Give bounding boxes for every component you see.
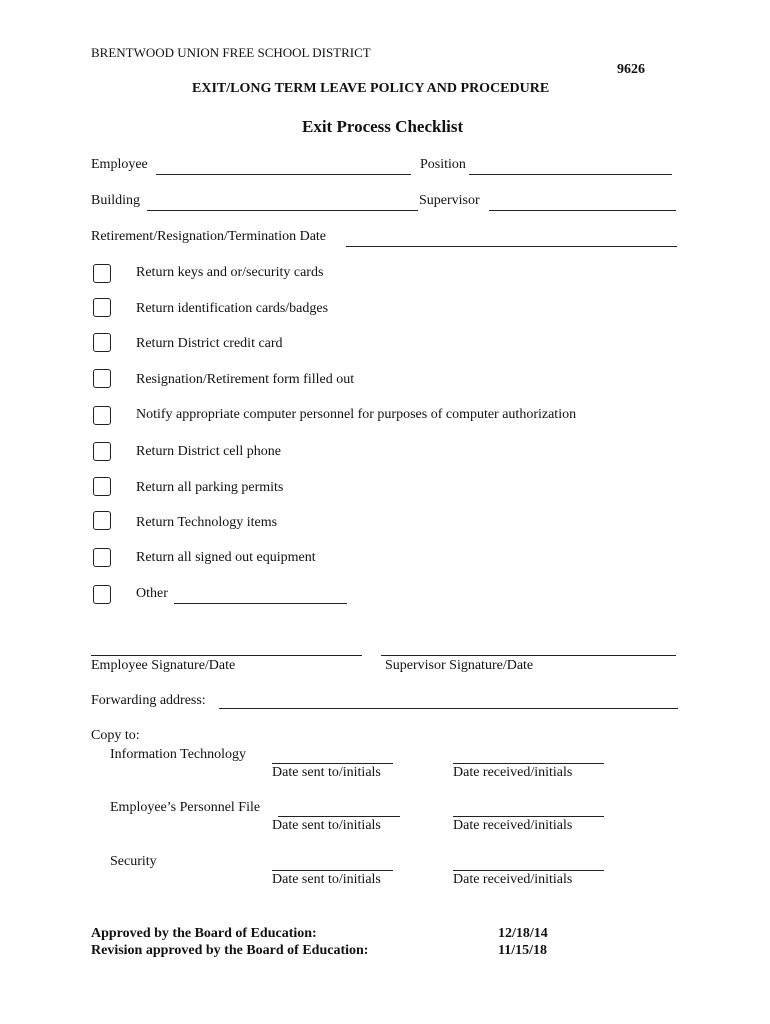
copy-row-received-label-security: Date received/initials <box>453 872 573 887</box>
employee-signature-line[interactable] <box>91 655 362 656</box>
forwarding-address-field[interactable] <box>219 708 678 709</box>
district-name: BRENTWOOD UNION FREE SCHOOL DISTRICT <box>91 45 371 60</box>
copy-row-received-label-it: Date received/initials <box>453 765 573 780</box>
employee-field[interactable] <box>156 174 411 175</box>
checkbox-resignation-form[interactable] <box>93 369 111 388</box>
checkbox-credit-card[interactable] <box>93 333 111 352</box>
building-label: Building <box>91 193 141 208</box>
copy-row-name-it: Information Technology <box>110 747 247 762</box>
other-field[interactable] <box>174 603 347 604</box>
supervisor-signature-label: Supervisor Signature/Date <box>385 658 534 673</box>
copy-row-sent-line-personnel[interactable] <box>278 816 400 817</box>
copy-row-received-line-it[interactable] <box>453 763 604 764</box>
checkbox-id-cards[interactable] <box>93 298 111 317</box>
checklist-item-parking-permits: Return all parking permits <box>136 480 284 495</box>
supervisor-field[interactable] <box>489 210 676 211</box>
checkbox-computer-auth[interactable] <box>93 406 111 425</box>
checklist-item-resignation-form: Resignation/Retirement form filled out <box>136 372 355 387</box>
approved-date: 12/18/14 <box>498 926 548 941</box>
copy-row-received-label-personnel: Date received/initials <box>453 818 573 833</box>
policy-number: 9626 <box>617 62 645 77</box>
checklist-item-other: Other <box>136 586 168 601</box>
copy-row-received-line-personnel[interactable] <box>453 816 604 817</box>
checkbox-keys[interactable] <box>93 264 111 283</box>
checklist-item-credit-card: Return District credit card <box>136 336 283 351</box>
forwarding-address-label: Forwarding address: <box>91 693 206 708</box>
copy-row-name-security: Security <box>110 854 157 869</box>
supervisor-signature-line[interactable] <box>381 655 676 656</box>
copy-row-sent-line-it[interactable] <box>272 763 393 764</box>
termination-date-field[interactable] <box>346 246 677 247</box>
policy-title: EXIT/LONG TERM LEAVE POLICY AND PROCEDURE <box>192 81 550 96</box>
copy-row-sent-line-security[interactable] <box>272 870 393 871</box>
copy-row-received-line-security[interactable] <box>453 870 604 871</box>
checklist-item-computer-auth: Notify appropriate computer personnel for purposes of computer authorization <box>136 407 577 422</box>
building-field[interactable] <box>147 210 418 211</box>
checklist-item-technology: Return Technology items <box>136 515 278 530</box>
checkbox-other[interactable] <box>93 585 111 604</box>
copy-row-sent-label-security: Date sent to/initials <box>272 872 381 887</box>
revision-date: 11/15/18 <box>498 943 548 958</box>
employee-signature-label: Employee Signature/Date <box>91 658 236 673</box>
checklist-item-id-cards: Return identification cards/badges <box>136 301 329 316</box>
checklist-item-equipment: Return all signed out equipment <box>136 550 316 565</box>
copy-row-sent-label-it: Date sent to/initials <box>272 765 381 780</box>
position-field[interactable] <box>469 174 672 175</box>
checkbox-technology[interactable] <box>93 511 111 530</box>
form-title: Exit Process Checklist <box>302 117 464 136</box>
position-label: Position <box>420 157 466 172</box>
termination-date-label: Retirement/Resignation/Termination Date <box>91 229 327 244</box>
checklist-item-keys: Return keys and or/security cards <box>136 265 324 280</box>
approved-label: Approved by the Board of Education: <box>91 926 317 941</box>
checkbox-cell-phone[interactable] <box>93 442 111 461</box>
revision-label: Revision approved by the Board of Education: <box>91 943 369 958</box>
employee-label: Employee <box>91 157 148 172</box>
checkbox-equipment[interactable] <box>93 548 111 567</box>
supervisor-label: Supervisor <box>419 193 480 208</box>
checkbox-parking-permits[interactable] <box>93 477 111 496</box>
copy-row-sent-label-personnel: Date sent to/initials <box>272 818 381 833</box>
copy-row-name-personnel: Employee’s Personnel File <box>110 800 261 815</box>
copy-to-label: Copy to: <box>91 728 140 743</box>
checklist-item-cell-phone: Return District cell phone <box>136 444 282 459</box>
